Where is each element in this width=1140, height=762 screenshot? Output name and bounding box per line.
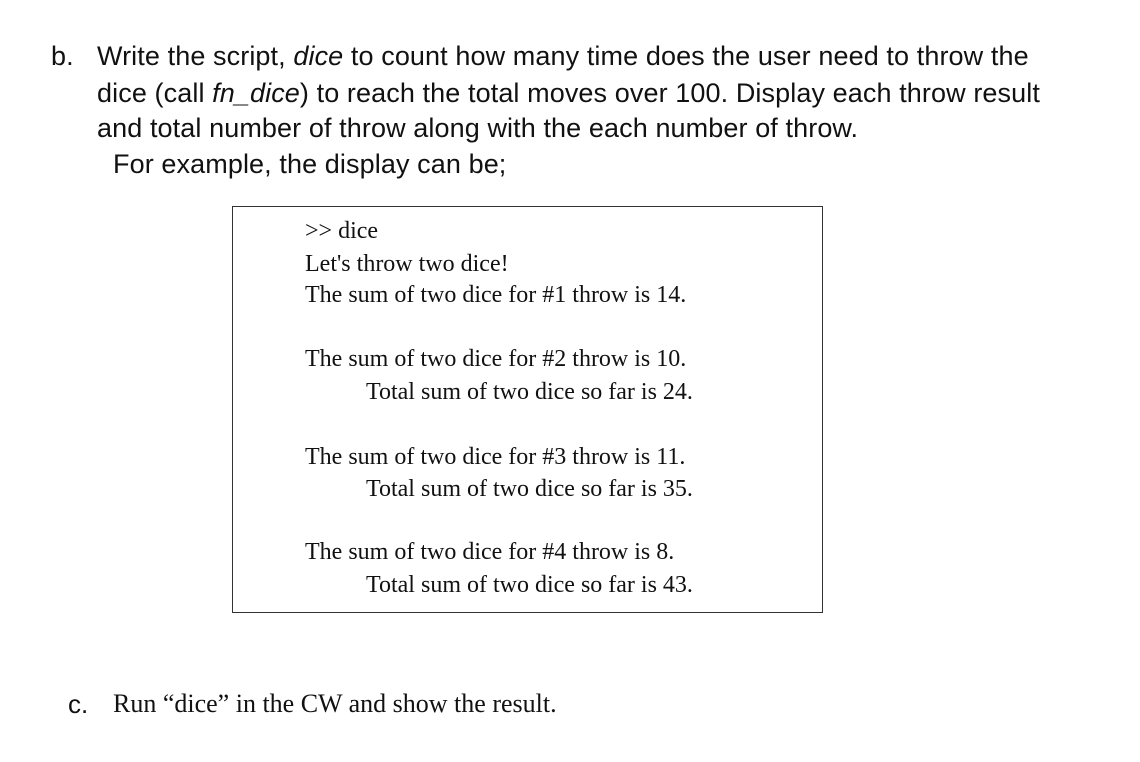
example-throw-2-line: The sum of two dice for #2 throw is 10. (305, 346, 687, 372)
example-output-box (232, 206, 823, 613)
item-b-line-1-post: to count how many time does the user need to throw the (343, 41, 1029, 71)
item-c-marker: c. (68, 689, 89, 719)
example-total-4-line: Total sum of two dice so far is 43. (366, 572, 693, 598)
item-b-line-2-post: ) to reach the total moves over 100. Display each throw result (299, 78, 1040, 108)
item-b-line-2 (97, 75, 1040, 111)
example-total-3-line: Total sum of two dice so far is 35. (366, 476, 693, 502)
example-throw-1-line: The sum of two dice for #1 throw is 14. (305, 282, 687, 308)
item-b-line-1-pre: Write the script, (97, 41, 294, 71)
example-throw-4-line: The sum of two dice for #4 throw is 8. (305, 539, 675, 565)
example-command-line: >> dice (305, 218, 379, 244)
item-b-line-2-pre: dice (call (97, 78, 213, 108)
example-throw-3-line: The sum of two dice for #3 throw is 11. (305, 444, 686, 470)
item-b-script-name: dice (293, 41, 344, 71)
item-b-function-name: fn_dice (212, 78, 300, 108)
example-greeting-line: Let's throw two dice! (305, 251, 509, 277)
item-b-line-3: and total number of throw along with the each number of throw. (97, 113, 859, 143)
item-b-marker: b. (51, 41, 74, 71)
item-b-line-1 (97, 38, 1029, 74)
item-b-line-4: For example, the display can be; (113, 149, 507, 179)
example-total-2-line: Total sum of two dice so far is 24. (366, 379, 693, 405)
item-c-text: Run “dice” in the CW and show the result. (113, 689, 557, 718)
